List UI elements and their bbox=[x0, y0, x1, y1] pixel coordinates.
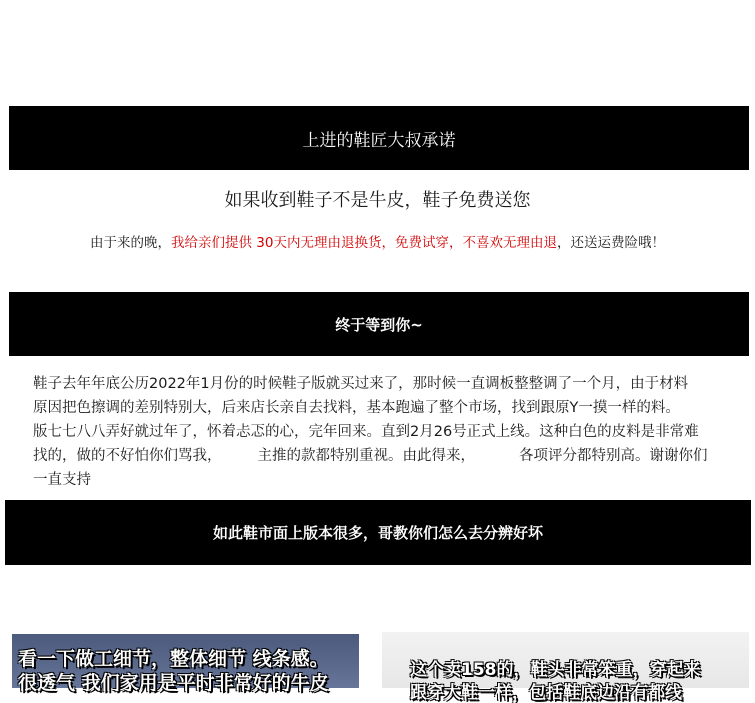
promise-header-title: 上进的鞋匠大叔承诺 bbox=[302, 130, 456, 151]
detail-photo-left bbox=[12, 634, 359, 694]
story-header-title: 终于等到你~ bbox=[335, 315, 423, 334]
story-header-bar bbox=[9, 292, 749, 356]
promise-main-line: 如果收到鞋子不是牛皮，鞋子免费送您 bbox=[224, 190, 531, 211]
left-photo-caption-2: 很透气 我们家用是平时非常好的牛皮 bbox=[18, 672, 329, 694]
story-line-2: 原因把色擦调的差别特别大，后来店长亲自去找料，基本跑遍了整个市场，找到跟原Y一摸一样的料。 bbox=[33, 400, 680, 416]
story-line-5: 一直支持 bbox=[33, 472, 91, 488]
story-paragraph bbox=[33, 372, 733, 492]
left-photo-caption-1: 看一下做工细节，整体细节 线条感。 bbox=[18, 648, 329, 670]
story-line-1: 鞋子去年年底公历2022年1月份的时候鞋子版就买过来了，那时候一直调板整整调了一个月，由于材料 bbox=[33, 376, 689, 392]
detail-photo-right bbox=[382, 632, 749, 703]
promise-detail-suffix: ，还送运费险哦！ bbox=[556, 235, 665, 251]
story-line-4-part-a: 找的，做的不好怕你们骂我， bbox=[33, 448, 222, 464]
right-photo-caption-1: 这个卖158的，鞋头非常笨重，穿起来 bbox=[410, 660, 701, 680]
promise-detail-highlight: 我给亲们提供 30天内无理由退换货，免费试穿，不喜欢无理由退 bbox=[171, 235, 557, 251]
story-line-4-part-b: 主推的款都特别重视。由此得来， bbox=[257, 448, 475, 464]
promise-header-bar bbox=[9, 106, 749, 170]
right-photo-caption-2: 跟穿大鞋一样，包括鞋底边沿有都线 bbox=[410, 683, 682, 703]
story-line-4 bbox=[33, 444, 733, 468]
compare-header-bar bbox=[5, 500, 751, 565]
compare-header-title: 如此鞋市面上版本很多，哥教你们怎么去分辨好坏 bbox=[212, 524, 543, 542]
story-line-4-part-c: 各项评分都特别高。谢谢你们 bbox=[519, 448, 708, 464]
story-line-3: 版七七八八弄好就过年了，怀着忐忑的心，完年回来。直到2月26号正式上线。这种白色的皮料是非常难 bbox=[33, 424, 699, 440]
promise-detail-prefix: 由于来的晚， bbox=[90, 235, 172, 251]
promise-detail-line bbox=[0, 231, 755, 251]
